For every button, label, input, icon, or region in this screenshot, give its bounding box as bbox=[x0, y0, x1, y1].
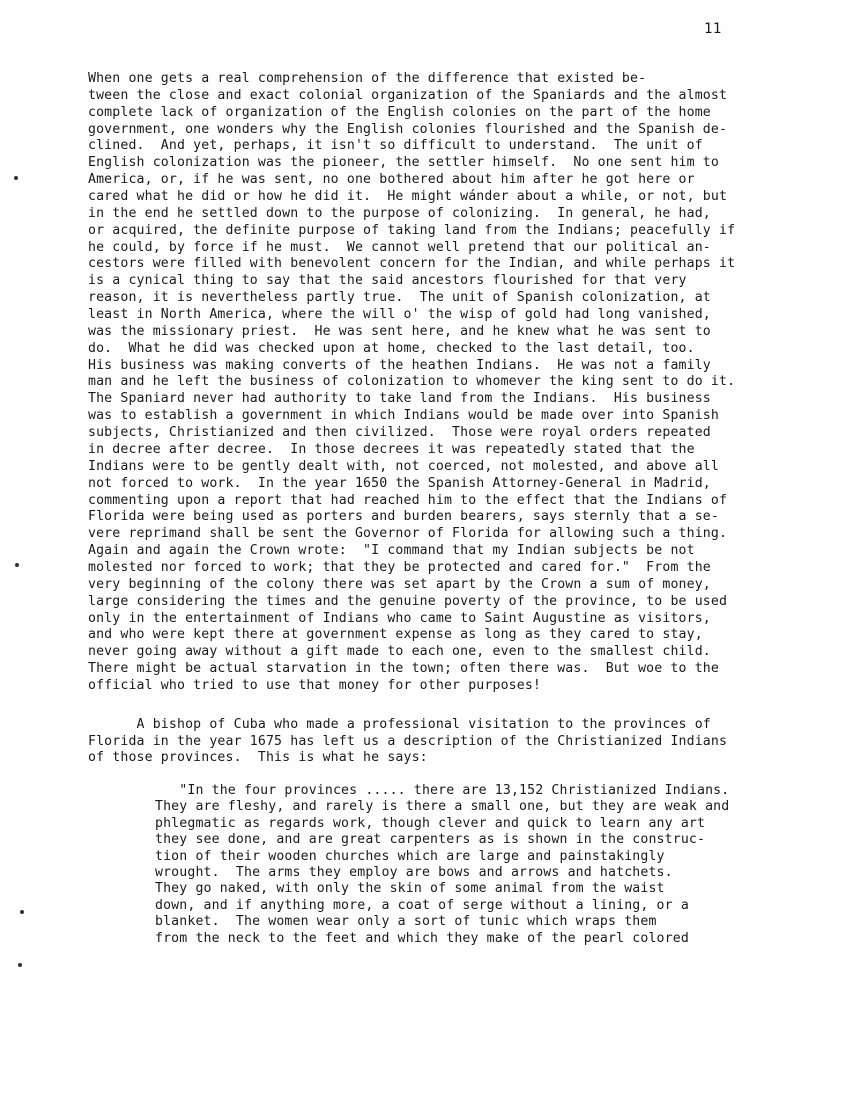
margin-speck bbox=[14, 176, 18, 180]
text-line: subjects, Christianized and then civilized. Those were royal orders repeated bbox=[88, 425, 711, 441]
text-line: of those provinces. This is what he says: bbox=[88, 750, 428, 765]
text-line: and who were kept there at government expense as long as they cared to stay, bbox=[88, 627, 703, 643]
text-line: commenting upon a report that had reached him to the effect that the Indians of bbox=[88, 492, 728, 508]
text-line: clined. And yet, perhaps, it isn't so difficult to understand. The unit of bbox=[88, 138, 703, 154]
text-line: man and he left the business of colonization to whomever the king sent to do it. bbox=[88, 374, 736, 390]
text-line: was to establish a government in which Indians would be made over into Spanish bbox=[88, 408, 719, 424]
text-line: When one gets a real comprehension of the difference that existed be- bbox=[88, 71, 647, 86]
text-line: reason, it is nevertheless partly true. The unit of Spanish colonization, at bbox=[88, 290, 711, 306]
text-line: The Spaniard never had authority to take land from the Indians. His business bbox=[88, 391, 711, 407]
text-line: Florida in the year 1675 has left us a description of the Christianized Indians bbox=[88, 733, 728, 749]
text-line: never going away without a gift made to each one, even to the smallest child. bbox=[88, 644, 711, 660]
text-line: Again and again the Crown wrote: "I command that my Indian subjects be not bbox=[88, 543, 695, 559]
text-line: tween the close and exact colonial organization of the Spaniards and the almost bbox=[88, 87, 728, 103]
text-line: they see done, and are great carpenters as is shown in the construc- bbox=[155, 832, 706, 848]
text-line: blanket. The women wear only a sort of tunic which wraps them bbox=[155, 914, 657, 930]
margin-speck bbox=[20, 910, 24, 914]
text-line: not forced to work. In the year 1650 the Spanish Attorney-General in Madrid, bbox=[88, 475, 711, 491]
text-line: molested nor forced to work; that they be protected and cared for." From the bbox=[88, 559, 711, 575]
text-line: English colonization was the pioneer, the settler himself. No one sent him to bbox=[88, 155, 719, 171]
text-line: from the neck to the feet and which they make of the pearl colored bbox=[155, 930, 689, 946]
text-line: His business was making converts of the heathen Indians. He was not a family bbox=[88, 357, 711, 373]
text-line: government, one wonders why the English colonies flourished and the Spanish de- bbox=[88, 121, 728, 137]
text-line: in decree after decree. In those decrees it was repeatedly stated that the bbox=[88, 441, 695, 457]
text-line: America, or, if he was sent, no one bothered about him after he got here or bbox=[88, 172, 695, 188]
text-line: do. What he did was checked upon at home, checked to the last detail, too. bbox=[88, 340, 695, 356]
text-line: vere reprimand shall be sent the Governor of Florida for allowing such a thing. bbox=[88, 526, 728, 542]
text-line: They go naked, with only the skin of some animal from the waist bbox=[155, 881, 665, 897]
text-line: official who tried to use that money for other purposes! bbox=[88, 677, 542, 693]
text-line: There might be actual starvation in the town; often there was. But woe to the bbox=[88, 661, 719, 677]
margin-speck bbox=[18, 963, 22, 967]
text-line: tion of their wooden churches which are large and painstakingly bbox=[155, 848, 665, 864]
text-line: he could, by force if he must. We cannot well pretend that our political an- bbox=[88, 239, 711, 255]
text-line: complete lack of organization of the English colonies on the part of the home bbox=[88, 104, 711, 120]
text-line: or acquired, the definite purpose of taking land from the Indians; peacefully if bbox=[88, 222, 736, 238]
text-line: cared what he did or how he did it. He might wánder about a while, or not, but bbox=[88, 189, 728, 205]
text-line: They are fleshy, and rarely is there a small one, but they are weak and bbox=[155, 799, 730, 815]
text-line: large considering the times and the genuine poverty of the province, to be used bbox=[88, 593, 728, 609]
text-line: is a cynical thing to say that the said ancestors flourished for that very bbox=[88, 273, 687, 289]
text-line: cestors were filled with benevolent concern for the Indian, and while perhaps it bbox=[88, 256, 736, 272]
text-line: least in North America, where the will o' the wisp of gold had long vanished, bbox=[88, 307, 711, 323]
margin-speck bbox=[15, 563, 19, 567]
page-number: 11 bbox=[704, 21, 722, 37]
text-line: A bishop of Cuba who made a professional visitation to the provinces of bbox=[88, 717, 711, 732]
text-line: down, and if anything more, a coat of serge without a lining, or a bbox=[155, 897, 689, 913]
text-line: very beginning of the colony there was set apart by the Crown a sum of money, bbox=[88, 576, 711, 592]
text-line: wrought. The arms they employ are bows and arrows and hatchets. bbox=[155, 865, 673, 880]
text-line: phlegmatic as regards work, though clever and quick to learn any art bbox=[155, 815, 706, 831]
text-line: "In the four provinces ..... there are 13,152 Christianized Indians. bbox=[155, 783, 730, 798]
text-line: in the end he settled down to the purpose of colonizing. In general, he had, bbox=[88, 205, 711, 221]
text-line: only in the entertainment of Indians who came to Saint Augustine as visitors, bbox=[88, 610, 711, 626]
text-line: Florida were being used as porters and burden bearers, says sternly that a se- bbox=[88, 509, 719, 525]
text-line: Indians were to be gently dealt with, not coerced, not molested, and above all bbox=[88, 458, 719, 474]
text-line: was the missionary priest. He was sent here, and he knew what he was sent to bbox=[88, 323, 711, 339]
